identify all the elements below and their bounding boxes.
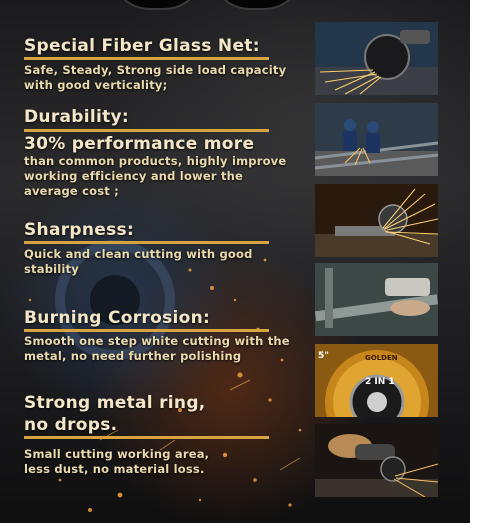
- section-body-line: than common products, highly improve: [24, 154, 287, 168]
- section-body-line: Small cutting working area,: [24, 447, 210, 461]
- disc-type-text: 2 IN 1: [365, 377, 395, 387]
- photo-handheld-grinder-cutting: [315, 424, 438, 497]
- section-body-line: Smooth one step white cutting with the: [24, 334, 290, 348]
- photo-cutting-pipe-sparks: [315, 184, 438, 257]
- section-body-line: average cost ;: [24, 184, 119, 198]
- section-divider: [24, 241, 269, 244]
- section-divider: [24, 436, 269, 439]
- section-body-line: Safe, Steady, Strong side load capacity: [24, 63, 287, 77]
- section-body-line: metal, no need further polishing: [24, 349, 242, 363]
- section-title-metal-ring: Strong metal ring,: [24, 393, 206, 413]
- photo-angle-grinder-sparks: [315, 22, 438, 95]
- section-body-line: less dust, no material loss.: [24, 462, 205, 476]
- disc-brand-text: GOLDEN: [365, 354, 398, 362]
- durability-highlight: 30% performance more: [24, 134, 255, 154]
- section-title-fiber-glass: Special Fiber Glass Net:: [24, 36, 260, 56]
- section-body-line: Quick and clean cutting with good: [24, 247, 253, 261]
- section-title-burning-corrosion: Burning Corrosion:: [24, 308, 211, 328]
- photo-golden-2in1-disc: [315, 344, 438, 417]
- section-divider: [24, 57, 269, 60]
- section-title-metal-ring-2: no drops.: [24, 415, 118, 435]
- photo-workers-grinding-metal: [315, 103, 438, 176]
- section-title-durability: Durability:: [24, 107, 130, 127]
- section-body-line: stability: [24, 262, 79, 276]
- section-divider: [24, 329, 269, 332]
- photo-cutting-metal-profile: [315, 263, 438, 336]
- section-title-sharpness: Sharpness:: [24, 220, 135, 240]
- section-divider: [24, 129, 269, 132]
- section-body-line: working efficiency and lower the: [24, 169, 244, 183]
- disc-size-text: 5": [318, 351, 329, 361]
- section-body-line: with good verticality;: [24, 78, 168, 92]
